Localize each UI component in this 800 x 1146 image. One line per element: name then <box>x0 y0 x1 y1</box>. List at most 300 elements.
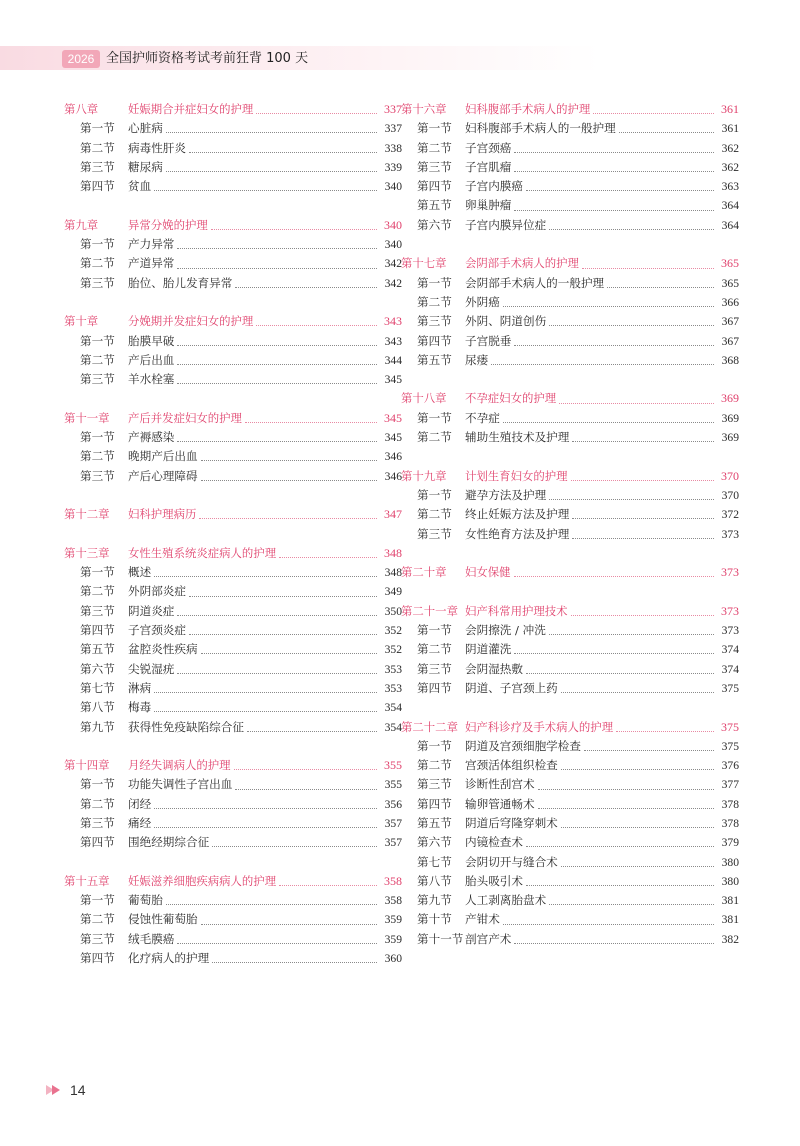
spacer <box>401 371 739 390</box>
section-page-number: 372 <box>721 508 739 522</box>
chapter-page-number: 373 <box>721 603 739 618</box>
section-page-number: 364 <box>721 199 739 213</box>
section-label: 第一节 <box>80 777 115 792</box>
section-page-number: 353 <box>384 662 402 676</box>
toc-section-entry[interactable] <box>64 661 402 680</box>
section-title: 化疗病人的护理 <box>128 951 210 966</box>
toc-section-entry[interactable] <box>401 911 739 930</box>
toc-section-entry[interactable] <box>64 931 402 950</box>
toc-section-entry[interactable] <box>401 834 739 853</box>
section-title: 辅助生殖技术及护理 <box>465 430 570 445</box>
section-label: 第四节 <box>80 951 115 966</box>
toc-section-entry[interactable] <box>64 892 402 911</box>
toc-section-entry[interactable] <box>401 622 739 641</box>
toc-section-entry[interactable] <box>401 815 739 834</box>
toc-section-entry[interactable] <box>401 429 739 448</box>
section-title: 输卵管通畅术 <box>465 796 535 811</box>
toc-section-entry[interactable] <box>401 931 739 950</box>
section-page-number: 359 <box>384 932 402 946</box>
toc-section-entry[interactable] <box>64 680 402 699</box>
section-label: 第五节 <box>417 352 452 367</box>
section-label: 第三节 <box>80 468 115 483</box>
section-title: 产褥感染 <box>128 430 175 445</box>
chapter-page-number: 358 <box>384 873 402 888</box>
chapter-label: 第十章 <box>64 314 99 329</box>
section-title: 糖尿病 <box>128 159 163 174</box>
toc-section-entry[interactable] <box>64 583 402 602</box>
section-title: 避孕方法及护理 <box>465 487 547 502</box>
toc-section-entry[interactable] <box>401 217 739 236</box>
toc-section-entry[interactable] <box>64 776 402 795</box>
section-page-number: 378 <box>721 797 739 811</box>
toc-section-entry[interactable] <box>401 506 739 525</box>
section-label: 第四节 <box>80 623 115 638</box>
section-page-number: 373 <box>721 527 739 541</box>
chapter-page-number: 343 <box>384 314 402 329</box>
dot-leader <box>235 286 377 288</box>
section-label: 第九节 <box>80 719 115 734</box>
section-title: 子宫内膜癌 <box>465 179 523 194</box>
section-title: 会阴部手术病人的一般护理 <box>465 275 605 290</box>
section-label: 第二节 <box>417 294 452 309</box>
section-page-number: 379 <box>721 836 739 850</box>
chapter-page-number: 365 <box>721 256 739 271</box>
arrow-icon <box>52 1085 60 1095</box>
toc-section-entry[interactable] <box>401 275 739 294</box>
toc-section-entry[interactable] <box>401 757 739 776</box>
toc-section-entry[interactable] <box>401 159 739 178</box>
section-title: 羊水栓塞 <box>128 372 175 387</box>
toc-section-entry[interactable] <box>64 275 402 294</box>
section-title: 外阴、阴道创伤 <box>465 314 547 329</box>
toc-chapter-entry[interactable] <box>401 255 739 274</box>
dot-leader <box>199 517 377 519</box>
section-page-number: 349 <box>384 585 402 599</box>
dot-leader <box>514 575 714 577</box>
section-label: 第四节 <box>80 179 115 194</box>
dot-leader <box>166 903 377 905</box>
section-label: 第三节 <box>417 777 452 792</box>
dot-leader <box>235 788 377 790</box>
section-label: 第一节 <box>80 333 115 348</box>
chapter-label: 第十三章 <box>64 545 110 560</box>
toc-section-entry[interactable] <box>64 603 402 622</box>
section-label: 第十一节 <box>417 931 464 946</box>
toc-section-entry[interactable] <box>64 796 402 815</box>
section-label: 第九节 <box>417 893 452 908</box>
toc-section-entry[interactable] <box>401 854 739 873</box>
section-label: 第一节 <box>80 430 115 445</box>
toc-section-entry[interactable] <box>64 352 402 371</box>
dot-leader <box>549 633 714 635</box>
spacer <box>64 390 402 409</box>
section-page-number: 368 <box>721 353 739 367</box>
section-title: 葡萄胎 <box>128 893 163 908</box>
section-page-number: 353 <box>384 681 402 695</box>
chapter-page-number: 340 <box>384 217 402 232</box>
section-page-number: 381 <box>721 913 739 927</box>
toc-chapter-entry[interactable] <box>64 506 402 525</box>
toc-section-entry[interactable] <box>401 641 739 660</box>
chapter-label: 第二十一章 <box>401 603 458 618</box>
section-page-number: 359 <box>384 913 402 927</box>
dot-leader <box>561 691 714 693</box>
toc-section-entry[interactable] <box>401 178 739 197</box>
section-page-number: 370 <box>721 488 739 502</box>
dot-leader <box>526 884 714 886</box>
dot-leader <box>514 151 714 153</box>
dot-leader <box>514 170 714 172</box>
spacer <box>64 197 402 216</box>
section-page-number: 343 <box>384 334 402 348</box>
chapter-title: 妇产科常用护理技术 <box>465 603 568 618</box>
toc-chapter-entry[interactable] <box>401 101 739 120</box>
toc-section-entry[interactable] <box>64 448 402 467</box>
book-title: 全国护师资格考试考前狂背 100 天 <box>106 51 309 66</box>
chapter-title: 异常分娩的护理 <box>128 217 208 232</box>
chapter-label: 第十五章 <box>64 873 110 888</box>
dot-leader <box>561 768 714 770</box>
dot-leader <box>514 942 714 944</box>
section-title: 梅毒 <box>128 700 152 715</box>
chapter-title: 妊娠滋养细胞疾病病人的护理 <box>128 873 277 888</box>
section-label: 第一节 <box>417 487 452 502</box>
dot-leader <box>514 652 714 654</box>
toc-section-entry[interactable] <box>401 333 739 352</box>
dot-leader <box>245 421 377 423</box>
toc-section-entry[interactable] <box>401 487 739 506</box>
page-number: 14 <box>70 1082 86 1098</box>
section-title: 外阴部炎症 <box>128 584 186 599</box>
section-page-number: 382 <box>721 932 739 946</box>
chapter-page-number: 347 <box>384 507 402 522</box>
toc-section-entry[interactable] <box>401 796 739 815</box>
toc-chapter-entry[interactable] <box>64 217 402 236</box>
dot-leader <box>593 112 714 114</box>
section-page-number: 374 <box>721 662 739 676</box>
chapter-title: 妇女保健 <box>465 565 511 580</box>
toc-section-entry[interactable] <box>64 333 402 352</box>
chapter-page-number: 369 <box>721 391 739 406</box>
section-page-number: 350 <box>384 604 402 618</box>
section-label: 第一节 <box>417 623 452 638</box>
section-page-number: 354 <box>384 720 402 734</box>
toc-section-entry[interactable] <box>401 873 739 892</box>
dot-leader <box>559 402 714 404</box>
section-label: 第一节 <box>80 565 115 580</box>
spacer <box>401 236 739 255</box>
section-label: 第二节 <box>417 642 452 657</box>
section-page-number: 366 <box>721 295 739 309</box>
toc-section-entry[interactable] <box>64 236 402 255</box>
spacer <box>64 487 402 506</box>
dot-leader <box>561 826 714 828</box>
chapter-label: 第九章 <box>64 217 99 232</box>
section-title: 胎膜早破 <box>128 333 175 348</box>
section-title: 妇科腹部手术病人的一般护理 <box>465 121 616 136</box>
dot-leader <box>582 267 714 269</box>
section-title: 外阴癌 <box>465 294 500 309</box>
section-label: 第二节 <box>417 758 452 773</box>
dot-leader <box>177 267 377 269</box>
spacer <box>64 854 402 873</box>
toc-section-entry[interactable] <box>401 776 739 795</box>
section-title: 围绝经期综合征 <box>128 835 210 850</box>
section-page-number: 352 <box>384 643 402 657</box>
toc-chapter-entry[interactable] <box>401 468 739 487</box>
toc-left-column <box>64 101 402 969</box>
section-label: 第三节 <box>417 661 452 676</box>
section-page-number: 342 <box>384 257 402 271</box>
chapter-title: 妊娠期合并症妇女的护理 <box>128 102 254 116</box>
dot-leader <box>572 537 714 539</box>
section-title: 诊断性刮宫术 <box>465 777 535 792</box>
section-title: 子宫颈癌 <box>465 140 512 155</box>
dot-leader <box>154 807 377 809</box>
section-title: 阴道、子宫颈上药 <box>465 680 558 695</box>
page-header <box>0 40 800 80</box>
chapter-title: 不孕症妇女的护理 <box>465 391 557 406</box>
toc-section-entry[interactable] <box>64 371 402 390</box>
section-title: 会阴湿热敷 <box>465 661 523 676</box>
toc-section-entry[interactable] <box>401 892 739 911</box>
toc-section-entry[interactable] <box>401 294 739 313</box>
section-page-number: 338 <box>384 141 402 155</box>
dot-leader <box>177 614 377 616</box>
section-label: 第二节 <box>80 352 115 367</box>
toc-chapter-entry[interactable] <box>64 313 402 332</box>
section-page-number: 375 <box>721 681 739 695</box>
toc-chapter-entry[interactable] <box>64 757 402 776</box>
spacer <box>401 583 739 602</box>
chapter-label: 第十四章 <box>64 758 110 773</box>
section-label: 第一节 <box>417 121 452 136</box>
section-page-number: 345 <box>384 431 402 445</box>
chapter-page-number: 370 <box>721 468 739 483</box>
chapter-page-number: 348 <box>384 545 402 560</box>
section-page-number: 357 <box>384 836 402 850</box>
toc-section-entry[interactable] <box>64 622 402 641</box>
dot-leader <box>619 131 714 133</box>
section-label: 第四节 <box>80 835 115 850</box>
toc-section-entry[interactable] <box>401 140 739 159</box>
section-title: 胎头吸引术 <box>465 873 523 888</box>
section-label: 第一节 <box>417 410 452 425</box>
section-title: 病毒性肝炎 <box>128 140 186 155</box>
section-label: 第二节 <box>80 256 115 271</box>
chapter-label: 第八章 <box>64 102 99 116</box>
section-label: 第七节 <box>80 680 115 695</box>
section-page-number: 340 <box>384 238 402 252</box>
dot-leader <box>201 652 377 654</box>
section-page-number: 374 <box>721 643 739 657</box>
dot-leader <box>154 189 377 191</box>
dot-leader <box>177 382 377 384</box>
toc-chapter-entry[interactable] <box>401 719 739 738</box>
section-title: 尖锐湿疣 <box>128 661 175 676</box>
toc-section-entry[interactable] <box>64 120 402 139</box>
dot-leader <box>166 170 377 172</box>
dot-leader <box>211 228 377 230</box>
toc-section-entry[interactable] <box>401 197 739 216</box>
section-title: 心脏病 <box>128 121 163 136</box>
section-page-number: 344 <box>384 353 402 367</box>
section-label: 第一节 <box>80 237 115 252</box>
toc-section-entry[interactable] <box>401 526 739 545</box>
section-page-number: 376 <box>721 759 739 773</box>
section-title: 阴道后穹隆穿刺术 <box>465 815 558 830</box>
section-title: 会阴切开与缝合术 <box>465 854 558 869</box>
section-page-number: 363 <box>721 180 739 194</box>
year-badge: 2026 <box>62 50 100 68</box>
chapter-title: 女性生殖系统炎症病人的护理 <box>128 545 277 560</box>
section-title: 不孕症 <box>465 410 500 425</box>
toc-section-entry[interactable] <box>401 410 739 429</box>
chapter-title: 妇科腹部手术病人的护理 <box>465 102 591 116</box>
toc-section-entry[interactable] <box>64 950 402 969</box>
section-title: 贫血 <box>128 179 152 194</box>
dot-leader <box>154 575 377 577</box>
toc-section-entry[interactable] <box>64 255 402 274</box>
chapter-title: 产后并发症妇女的护理 <box>128 410 242 425</box>
spacer <box>401 448 739 467</box>
toc-section-entry[interactable] <box>64 641 402 660</box>
dot-leader <box>526 845 714 847</box>
section-title: 尿瘘 <box>465 352 489 367</box>
spacer <box>64 526 402 545</box>
section-title: 剖宫产术 <box>465 931 512 946</box>
section-page-number: 358 <box>384 894 402 908</box>
section-title: 痛经 <box>128 815 152 830</box>
dot-leader <box>247 730 377 732</box>
chapter-page-number: 361 <box>721 102 739 116</box>
dot-leader <box>177 942 377 944</box>
chapter-page-number: 373 <box>721 565 739 580</box>
dot-leader <box>514 344 714 346</box>
chapter-label: 第二十章 <box>401 565 447 580</box>
chapter-label: 第十七章 <box>401 256 447 271</box>
section-page-number: 378 <box>721 816 739 830</box>
toc-right-column <box>401 101 739 950</box>
section-label: 第七节 <box>417 854 452 869</box>
section-label: 第二节 <box>80 449 115 464</box>
spacer <box>64 738 402 757</box>
toc-chapter-entry[interactable] <box>401 603 739 622</box>
section-label: 第三节 <box>417 314 452 329</box>
dot-leader <box>177 672 377 674</box>
section-title: 人工剥离胎盘术 <box>465 893 547 908</box>
section-page-number: 380 <box>721 855 739 869</box>
section-title: 概述 <box>128 565 152 580</box>
section-title: 阴道炎症 <box>128 603 175 618</box>
section-title: 子宫肌瘤 <box>465 159 512 174</box>
dot-leader <box>571 614 714 616</box>
toc-section-entry[interactable] <box>64 719 402 738</box>
toc-section-entry[interactable] <box>401 120 739 139</box>
section-label: 第三节 <box>80 815 115 830</box>
chapter-page-number: 345 <box>384 410 402 425</box>
dot-leader <box>607 286 714 288</box>
chapter-label: 第十八章 <box>401 391 447 406</box>
toc-section-entry[interactable] <box>64 911 402 930</box>
section-label: 第十节 <box>417 912 452 927</box>
toc-chapter-entry[interactable] <box>64 410 402 429</box>
toc-section-entry[interactable] <box>401 313 739 332</box>
toc-section-entry[interactable] <box>64 699 402 718</box>
toc-section-entry[interactable] <box>401 352 739 371</box>
dot-leader <box>201 923 377 925</box>
section-label: 第三节 <box>80 931 115 946</box>
section-label: 第三节 <box>417 526 452 541</box>
page-footer <box>46 1080 86 1100</box>
toc-chapter-entry[interactable] <box>64 873 402 892</box>
section-label: 第三节 <box>80 603 115 618</box>
dot-leader <box>234 768 377 770</box>
chapter-page-number: 355 <box>384 758 402 773</box>
section-title: 阴道灌洗 <box>465 642 512 657</box>
dot-leader <box>177 363 377 365</box>
toc-section-entry[interactable] <box>64 429 402 448</box>
section-page-number: 367 <box>721 334 739 348</box>
chapter-title: 妇产科诊疗及手术病人的护理 <box>465 719 614 734</box>
section-page-number: 355 <box>384 778 402 792</box>
chapter-label: 第二十二章 <box>401 719 458 734</box>
section-page-number: 375 <box>721 739 739 753</box>
section-title: 内镜检查术 <box>465 835 523 850</box>
toc-chapter-entry[interactable] <box>64 101 402 120</box>
section-page-number: 346 <box>384 450 402 464</box>
toc-section-entry[interactable] <box>64 815 402 834</box>
section-title: 侵蚀性葡萄胎 <box>128 912 198 927</box>
section-page-number: 337 <box>384 122 402 136</box>
toc-chapter-entry[interactable] <box>64 545 402 564</box>
dot-leader <box>503 305 714 307</box>
section-page-number: 369 <box>721 411 739 425</box>
toc-section-entry[interactable] <box>64 178 402 197</box>
toc-section-entry[interactable] <box>64 564 402 583</box>
dot-leader <box>154 710 377 712</box>
toc-section-entry[interactable] <box>401 661 739 680</box>
section-title: 功能失调性子宫出血 <box>128 777 233 792</box>
toc-section-entry[interactable] <box>64 159 402 178</box>
dot-leader <box>279 884 377 886</box>
section-title: 获得性免疫缺陷综合征 <box>128 719 244 734</box>
toc-section-entry[interactable] <box>401 680 739 699</box>
section-label: 第二节 <box>417 140 452 155</box>
section-label: 第二节 <box>80 584 115 599</box>
toc-section-entry[interactable] <box>64 140 402 159</box>
section-label: 第三节 <box>417 159 452 174</box>
dot-leader <box>549 228 714 230</box>
chapter-page-number: 337 <box>384 102 402 116</box>
chapter-title: 分娩期并发症妇女的护理 <box>128 314 254 329</box>
section-page-number: 357 <box>384 816 402 830</box>
section-page-number: 352 <box>384 624 402 638</box>
toc-chapter-entry[interactable] <box>401 390 739 409</box>
dot-leader <box>212 961 377 963</box>
toc-section-entry[interactable] <box>64 834 402 853</box>
dot-leader <box>201 479 377 481</box>
toc-chapter-entry[interactable] <box>401 564 739 583</box>
section-label: 第五节 <box>417 815 452 830</box>
section-title: 宫颈活体组织检查 <box>465 758 558 773</box>
section-title: 胎位、胎儿发育异常 <box>128 275 233 290</box>
toc-section-entry[interactable] <box>64 468 402 487</box>
dot-leader <box>201 459 377 461</box>
section-label: 第二节 <box>80 796 115 811</box>
dot-leader <box>526 189 714 191</box>
toc-section-entry[interactable] <box>401 738 739 757</box>
